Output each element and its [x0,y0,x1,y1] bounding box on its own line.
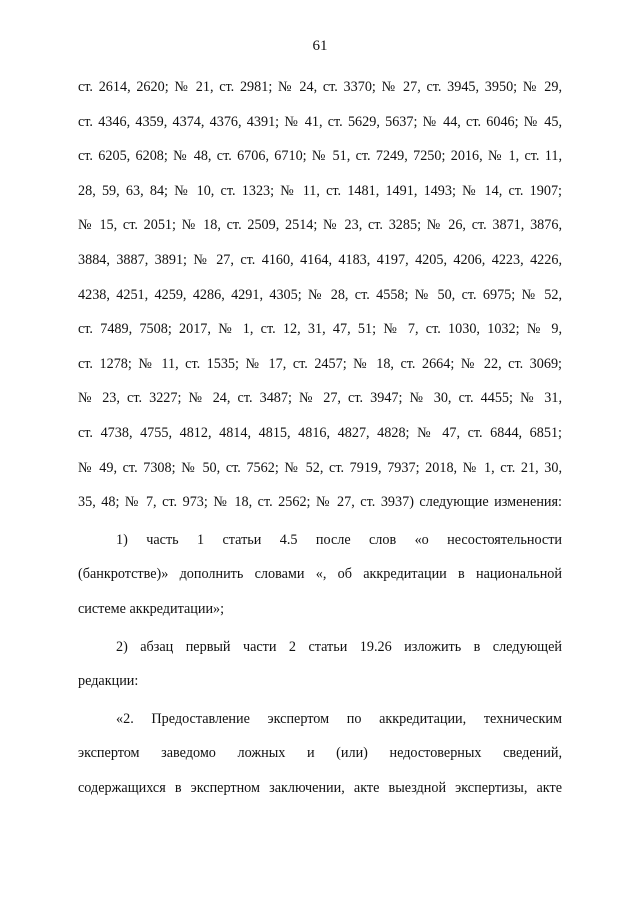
text-line: № 15, ст. 2051; № 18, ст. 2509, 2514; № 23, ст. 3285; № 26, ст. 3871, 3876, [78,217,562,234]
text-line: 35, 48; № 7, ст. 973; № 18, ст. 2562; № 27, ст. 3937) следующие изменения: [78,494,562,511]
text-line: 4238, 4251, 4259, 4286, 4291, 4305; № 28, ст. 4558; № 50, ст. 6975; № 52, [78,286,562,303]
paragraph-item-1-line: (банкротстве)» дополнить словами «, об аккредитации в национальной [78,566,562,583]
paragraph-item-1-line: 1) часть 1 статьи 4.5 после слов «о несостоятельности [116,531,562,548]
text-line: ст. 2614, 2620; № 21, ст. 2981; № 24, ст. 3370; № 27, ст. 3945, 3950; № 29, [78,79,562,95]
text-line: ст. 4738, 4755, 4812, 4814, 4815, 4816, 4827, 4828; № 47, ст. 6844, 6851; [78,424,562,441]
quoted-paragraph-line: «2. Предоставление экспертом по аккредитации, техническим [116,710,562,727]
text-line: ст. 7489, 7508; 2017, № 1, ст. 12, 31, 47, 51; № 7, ст. 1030, 1032; № 9, [78,321,562,338]
text-line: ст. 4346, 4359, 4374, 4376, 4391; № 41, ст. 5629, 5637; № 44, ст. 6046; № 45, [78,113,562,130]
page-number: 61 [312,38,328,54]
text-line: № 23, ст. 3227; № 24, ст. 3487; № 27, ст. 3947; № 30, ст. 4455; № 31, [78,390,562,407]
text-line: 3884, 3887, 3891; № 27, ст. 4160, 4164, 4183, 4197, 4205, 4206, 4223, 4226, [78,251,562,268]
quoted-paragraph-line: содержащихся в экспертном заключении, акте выездной экспертизы, акте [78,779,562,796]
document-body [78,70,562,805]
paragraph-item-2-line: 2) абзац первый части 2 статьи 19.26 изложить в следующей [116,638,562,655]
text-line: ст. 6205, 6208; № 48, ст. 6706, 6710; № 51, ст. 7249, 7250; 2016, № 1, ст. 11, [78,148,562,165]
text-line: № 49, ст. 7308; № 50, ст. 7562; № 52, ст. 7919, 7937; 2018, № 1, ст. 21, 30, [78,459,562,476]
text-line: 28, 59, 63, 84; № 10, ст. 1323; № 11, ст. 1481, 1491, 1493; № 14, ст. 1907; [78,182,562,199]
quoted-paragraph-line: экспертом заведомо ложных и (или) недостоверных сведений, [78,745,562,762]
paragraph-item-2-line: редакции: [78,673,139,690]
paragraph-item-1-line: системе аккредитации»; [78,600,225,617]
text-line: ст. 1278; № 11, ст. 1535; № 17, ст. 2457; № 18, ст. 2664; № 22, ст. 3069; [78,355,562,372]
